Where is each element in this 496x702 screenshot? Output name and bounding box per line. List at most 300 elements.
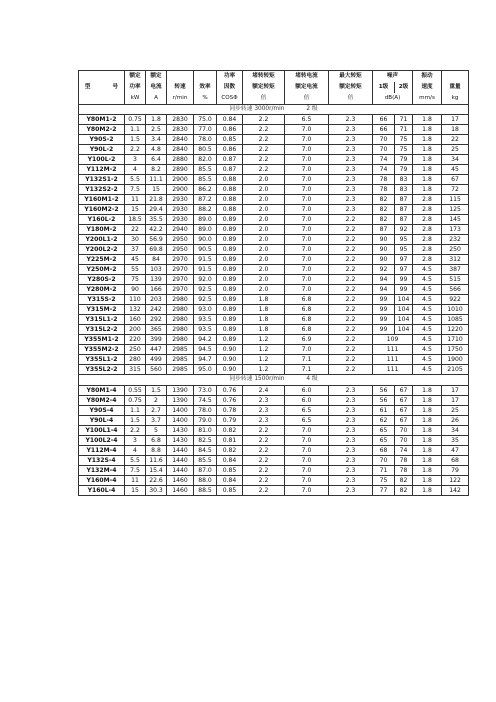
cell-noise-lv2: 104 <box>395 315 413 325</box>
cell-power: 7.5 <box>125 465 146 475</box>
cell-current: 22.6 <box>146 475 167 485</box>
cell-model: Y132S1-2 <box>79 175 125 185</box>
header-vibration-line2: 速度 <box>413 82 442 93</box>
cell-weight: 922 <box>442 295 469 305</box>
cell-weight: 566 <box>442 285 469 295</box>
cell-pf: 0.82 <box>217 445 243 455</box>
cell-lr-current: 7.0 <box>285 175 329 185</box>
cell-power: 15 <box>125 485 146 495</box>
cell-power: 5.5 <box>125 455 146 465</box>
cell-noise-lv1: 65 <box>373 425 395 435</box>
cell-lr-torque: 1.2 <box>243 365 285 375</box>
cell-model: Y315M-2 <box>79 305 125 315</box>
cell-model: Y80M2-4 <box>79 395 125 405</box>
cell-pf: 0.88 <box>217 205 243 215</box>
cell-model: Y160M2-2 <box>79 205 125 215</box>
cell-power: 18.5 <box>125 215 146 225</box>
table-header <box>79 71 469 105</box>
cell-speed: 2950 <box>167 235 194 245</box>
cell-noise-lv1: 70 <box>373 135 395 145</box>
cell-pf: 0.89 <box>217 215 243 225</box>
header-power-line1: 额定 <box>125 71 146 83</box>
cell-efficiency: 95.0 <box>194 365 217 375</box>
cell-power: 0.55 <box>125 385 146 395</box>
cell-vibration: 4.5 <box>413 305 442 315</box>
cell-weight: 25 <box>442 145 469 155</box>
cell-weight: 72 <box>442 185 469 195</box>
cell-efficiency: 75.0 <box>194 115 217 125</box>
cell-lr-current: 6.8 <box>285 305 329 315</box>
cell-noise-lv2: 67 <box>395 395 413 405</box>
cell-noise-lv1: 82 <box>373 215 395 225</box>
cell-speed: 2980 <box>167 305 194 315</box>
cell-speed: 1390 <box>167 395 194 405</box>
cell-speed: 1430 <box>167 435 194 445</box>
cell-weight: 67 <box>442 175 469 185</box>
cell-efficiency: 77.0 <box>194 125 217 135</box>
cell-pf: 0.76 <box>217 385 243 395</box>
cell-pf: 0.76 <box>217 395 243 405</box>
cell-speed: 2980 <box>167 315 194 325</box>
cell-lr-current: 7.0 <box>285 205 329 215</box>
cell-pf: 0.89 <box>217 335 243 345</box>
cell-noise-lv1: 111 <box>373 365 413 375</box>
table-row <box>79 405 469 415</box>
cell-weight: 142 <box>442 485 469 495</box>
cell-lr-torque: 2.2 <box>243 125 285 135</box>
cell-noise-lv1: 111 <box>373 355 413 365</box>
cell-power: 5.5 <box>125 175 146 185</box>
cell-lr-torque: 2.0 <box>243 245 285 255</box>
cell-vibration: 1.8 <box>413 385 442 395</box>
table-row <box>79 115 469 125</box>
cell-lr-torque: 2.2 <box>243 435 285 445</box>
cell-weight: 145 <box>442 215 469 225</box>
table-row <box>79 195 469 205</box>
cell-lr-torque: 2.2 <box>243 465 285 475</box>
cell-max-torque: 2.2 <box>329 325 373 335</box>
cell-model: Y355M1-2 <box>79 335 125 345</box>
cell-power: 220 <box>125 335 146 345</box>
cell-current: 2 <box>146 395 167 405</box>
cell-max-torque: 2.2 <box>329 315 373 325</box>
cell-current: 2.5 <box>146 125 167 135</box>
cell-current: 56.9 <box>146 235 167 245</box>
cell-current: 365 <box>146 325 167 335</box>
unit-pf: COSΦ <box>217 93 243 105</box>
cell-current: 3.4 <box>146 135 167 145</box>
header-lr-torque-line2: 额定转矩 <box>243 82 285 93</box>
cell-noise-lv1: 78 <box>373 175 395 185</box>
cell-weight: 515 <box>442 275 469 285</box>
cell-weight: 1900 <box>442 355 469 365</box>
sync-speed-label: 同步转速 1500r/min <box>229 376 285 383</box>
cell-max-torque: 2.2 <box>329 265 373 275</box>
cell-efficiency: 79.0 <box>194 415 217 425</box>
header-noise-lv2: 2级 <box>395 82 413 93</box>
cell-lr-torque: 2.2 <box>243 485 285 495</box>
cell-speed: 2900 <box>167 185 194 195</box>
cell-efficiency: 88.5 <box>194 485 217 495</box>
cell-lr-torque: 2.4 <box>243 385 285 395</box>
cell-lr-current: 7.0 <box>285 155 329 165</box>
cell-lr-torque: 2.0 <box>243 215 285 225</box>
unit-current: A <box>146 93 167 105</box>
cell-speed: 1400 <box>167 405 194 415</box>
cell-pf: 0.84 <box>217 115 243 125</box>
cell-lr-current: 7.0 <box>285 185 329 195</box>
unit-max-torque: 倍 <box>329 93 373 105</box>
cell-weight: 22 <box>442 135 469 145</box>
cell-speed: 2840 <box>167 145 194 155</box>
table-row <box>79 175 469 185</box>
header-model-text: 型 号 <box>79 82 125 93</box>
header-lr-torque-line1: 堵转转矩 <box>243 71 285 83</box>
cell-power: 45 <box>125 255 146 265</box>
cell-pf: 0.89 <box>217 245 243 255</box>
table-row <box>79 335 469 345</box>
cell-noise-lv2: 67 <box>395 385 413 395</box>
cell-vibration: 1.8 <box>413 165 442 175</box>
unit-lr-torque: 倍 <box>243 93 285 105</box>
cell-speed: 2890 <box>167 165 194 175</box>
table-body <box>79 105 469 496</box>
cell-current: 11.6 <box>146 455 167 465</box>
cell-pf: 0.87 <box>217 155 243 165</box>
cell-model: Y90L-2 <box>79 145 125 155</box>
cell-pf: 0.82 <box>217 425 243 435</box>
cell-current: 6.4 <box>146 155 167 165</box>
cell-efficiency: 89.0 <box>194 225 217 235</box>
cell-efficiency: 92.0 <box>194 275 217 285</box>
unit-model <box>79 93 125 105</box>
table-row <box>79 145 469 155</box>
cell-speed: 2980 <box>167 325 194 335</box>
table-row <box>79 415 469 425</box>
cell-max-torque: 2.2 <box>329 355 373 365</box>
cell-model: Y100L2-4 <box>79 435 125 445</box>
cell-model: Y112M-2 <box>79 165 125 175</box>
cell-noise-lv2: 87 <box>395 195 413 205</box>
cell-lr-current: 7.1 <box>285 365 329 375</box>
table-row <box>79 295 469 305</box>
cell-current: 560 <box>146 365 167 375</box>
cell-lr-current: 7.0 <box>285 455 329 465</box>
cell-pf: 0.89 <box>217 295 243 305</box>
cell-current: 5 <box>146 425 167 435</box>
cell-efficiency: 81.0 <box>194 425 217 435</box>
cell-power: 22 <box>125 225 146 235</box>
cell-power: 1.5 <box>125 135 146 145</box>
cell-speed: 2980 <box>167 335 194 345</box>
cell-weight: 34 <box>442 425 469 435</box>
cell-power: 55 <box>125 265 146 275</box>
table-row <box>79 215 469 225</box>
cell-lr-torque: 2.2 <box>243 145 285 155</box>
table-row <box>79 325 469 335</box>
table-row <box>79 465 469 475</box>
cell-model: Y80M1-2 <box>79 115 125 125</box>
cell-power: 2.2 <box>125 425 146 435</box>
cell-vibration: 1.8 <box>413 395 442 405</box>
cell-lr-current: 7.0 <box>285 345 329 355</box>
cell-weight: 387 <box>442 265 469 275</box>
cell-pf: 0.87 <box>217 165 243 175</box>
cell-lr-torque: 2.2 <box>243 445 285 455</box>
cell-max-torque: 2.3 <box>329 135 373 145</box>
cell-speed: 2970 <box>167 255 194 265</box>
cell-noise-lv2: 67 <box>395 415 413 425</box>
cell-speed: 2950 <box>167 245 194 255</box>
cell-lr-current: 7.0 <box>285 165 329 175</box>
header-weight <box>442 71 469 83</box>
pole-label: 2 级 <box>306 106 318 112</box>
table-row <box>79 155 469 165</box>
cell-efficiency: 90.5 <box>194 245 217 255</box>
cell-lr-current: 7.0 <box>285 135 329 145</box>
cell-speed: 2970 <box>167 265 194 275</box>
cell-vibration: 4.5 <box>413 325 442 335</box>
cell-current: 447 <box>146 345 167 355</box>
section-label <box>79 105 469 115</box>
cell-weight: 34 <box>442 155 469 165</box>
cell-noise-lv1: 82 <box>373 195 395 205</box>
cell-lr-current: 7.0 <box>285 445 329 455</box>
table-row <box>79 245 469 255</box>
cell-lr-torque: 2.0 <box>243 225 285 235</box>
header-lr-current-line2: 额定电流 <box>285 82 329 93</box>
cell-noise-lv2: 104 <box>395 305 413 315</box>
cell-weight: 18 <box>442 125 469 135</box>
cell-vibration: 1.8 <box>413 435 442 445</box>
cell-lr-current: 6.5 <box>285 115 329 125</box>
cell-efficiency: 90.0 <box>194 235 217 245</box>
cell-noise-lv2: 67 <box>395 405 413 415</box>
cell-noise-lv1: 56 <box>373 385 395 395</box>
cell-model: Y315L1-2 <box>79 315 125 325</box>
cell-current: 2.7 <box>146 405 167 415</box>
cell-noise-lv2: 83 <box>395 175 413 185</box>
cell-vibration: 1.8 <box>413 185 442 195</box>
cell-noise-lv1: 66 <box>373 115 395 125</box>
cell-vibration: 1.8 <box>413 445 442 455</box>
cell-efficiency: 93.5 <box>194 325 217 335</box>
cell-pf: 0.86 <box>217 125 243 135</box>
cell-noise-lv1: 70 <box>373 455 395 465</box>
cell-lr-current: 7.0 <box>285 285 329 295</box>
cell-max-torque: 2.2 <box>329 245 373 255</box>
cell-max-torque: 2.3 <box>329 125 373 135</box>
cell-pf: 0.89 <box>217 265 243 275</box>
cell-efficiency: 82.0 <box>194 155 217 165</box>
cell-speed: 1430 <box>167 425 194 435</box>
cell-noise-lv1: 90 <box>373 255 395 265</box>
cell-lr-current: 7.0 <box>285 225 329 235</box>
cell-pf: 0.85 <box>217 485 243 495</box>
cell-noise-lv1: 111 <box>373 345 413 355</box>
header-power-line2: 功率 <box>125 82 146 93</box>
cell-noise-lv1: 92 <box>373 265 395 275</box>
cell-pf: 0.89 <box>217 325 243 335</box>
cell-noise-lv2: 92 <box>395 225 413 235</box>
cell-model: Y200L1-2 <box>79 235 125 245</box>
cell-pf: 0.90 <box>217 365 243 375</box>
cell-noise-lv2: 78 <box>395 455 413 465</box>
cell-speed: 2930 <box>167 195 194 205</box>
cell-pf: 0.90 <box>217 355 243 365</box>
cell-max-torque: 2.2 <box>329 305 373 315</box>
header-speed <box>167 71 194 83</box>
cell-weight: 2105 <box>442 365 469 375</box>
unit-efficiency: % <box>194 93 217 105</box>
cell-pf: 0.85 <box>217 135 243 145</box>
cell-lr-torque: 2.0 <box>243 265 285 275</box>
cell-weight: 312 <box>442 255 469 265</box>
table-row <box>79 225 469 235</box>
cell-current: 35.5 <box>146 215 167 225</box>
cell-current: 15.4 <box>146 465 167 475</box>
cell-lr-current: 7.0 <box>285 245 329 255</box>
cell-speed: 2930 <box>167 205 194 215</box>
cell-efficiency: 92.5 <box>194 285 217 295</box>
cell-noise-lv1: 71 <box>373 465 395 475</box>
cell-speed: 2940 <box>167 225 194 235</box>
table-row <box>79 265 469 275</box>
cell-model: Y280S-2 <box>79 275 125 285</box>
cell-efficiency: 89.0 <box>194 215 217 225</box>
cell-lr-current: 7.0 <box>285 125 329 135</box>
cell-model: Y100L-2 <box>79 155 125 165</box>
cell-vibration: 4.5 <box>413 345 442 355</box>
table-row <box>79 205 469 215</box>
cell-max-torque: 2.3 <box>329 415 373 425</box>
cell-current: 499 <box>146 355 167 365</box>
cell-weight: 125 <box>442 205 469 215</box>
cell-lr-current: 6.8 <box>285 325 329 335</box>
cell-speed: 2980 <box>167 295 194 305</box>
cell-current: 1.8 <box>146 115 167 125</box>
cell-noise-lv2: 75 <box>395 135 413 145</box>
cell-max-torque: 2.3 <box>329 155 373 165</box>
header-vibration-line1: 振动 <box>413 71 442 83</box>
cell-noise-lv1: 68 <box>373 445 395 455</box>
cell-lr-torque: 2.2 <box>243 455 285 465</box>
cell-noise-lv1: 90 <box>373 235 395 245</box>
unit-vibration: mm/s <box>413 93 442 105</box>
cell-noise-lv2: 75 <box>395 145 413 155</box>
cell-lr-torque: 1.8 <box>243 295 285 305</box>
cell-noise-lv2: 97 <box>395 255 413 265</box>
cell-current: 242 <box>146 305 167 315</box>
cell-noise-lv2: 95 <box>395 235 413 245</box>
cell-pf: 0.89 <box>217 275 243 285</box>
cell-pf: 0.89 <box>217 315 243 325</box>
cell-lr-torque: 2.0 <box>243 285 285 295</box>
cell-current: 103 <box>146 265 167 275</box>
cell-weight: 35 <box>442 435 469 445</box>
cell-efficiency: 93.0 <box>194 305 217 315</box>
cell-power: 3 <box>125 435 146 445</box>
cell-noise-lv1: 94 <box>373 285 395 295</box>
cell-noise-lv2: 87 <box>395 215 413 225</box>
cell-lr-torque: 2.0 <box>243 235 285 245</box>
cell-max-torque: 2.2 <box>329 225 373 235</box>
cell-power: 11 <box>125 195 146 205</box>
cell-model: Y180M-2 <box>79 225 125 235</box>
table-row <box>79 425 469 435</box>
cell-lr-current: 7.0 <box>285 275 329 285</box>
cell-power: 1.5 <box>125 415 146 425</box>
cell-current: 15 <box>146 185 167 195</box>
header-pf-line1: 功率 <box>217 71 243 83</box>
cell-noise-lv1: 99 <box>373 325 395 335</box>
cell-speed: 2830 <box>167 125 194 135</box>
cell-speed: 1460 <box>167 485 194 495</box>
cell-speed: 2900 <box>167 175 194 185</box>
cell-efficiency: 82.5 <box>194 435 217 445</box>
table-row <box>79 135 469 145</box>
cell-lr-torque: 1.2 <box>243 335 285 345</box>
cell-max-torque: 2.3 <box>329 385 373 395</box>
cell-vibration: 1.8 <box>413 485 442 495</box>
cell-speed: 1440 <box>167 445 194 455</box>
cell-noise-lv1: 66 <box>373 125 395 135</box>
cell-noise-lv2: 70 <box>395 435 413 445</box>
cell-vibration: 1.8 <box>413 405 442 415</box>
cell-current: 42.2 <box>146 225 167 235</box>
cell-vibration: 1.8 <box>413 475 442 485</box>
cell-pf: 0.78 <box>217 405 243 415</box>
cell-pf: 0.84 <box>217 475 243 485</box>
header-model <box>79 71 125 83</box>
cell-pf: 0.84 <box>217 455 243 465</box>
cell-noise-lv1: 82 <box>373 205 395 215</box>
cell-weight: 17 <box>442 395 469 405</box>
cell-vibration: 4.5 <box>413 335 442 345</box>
cell-power: 280 <box>125 355 146 365</box>
cell-lr-torque: 2.0 <box>243 175 285 185</box>
cell-power: 4 <box>125 165 146 175</box>
cell-power: 15 <box>125 205 146 215</box>
cell-model: Y355M2-2 <box>79 345 125 355</box>
cell-efficiency: 74.5 <box>194 395 217 405</box>
cell-power: 37 <box>125 245 146 255</box>
cell-noise-lv2: 79 <box>395 155 413 165</box>
cell-current: 1.5 <box>146 385 167 395</box>
cell-vibration: 4.5 <box>413 365 442 375</box>
cell-max-torque: 2.3 <box>329 445 373 455</box>
cell-max-torque: 2.3 <box>329 195 373 205</box>
table-row <box>79 365 469 375</box>
table-row <box>79 165 469 175</box>
cell-efficiency: 85.5 <box>194 175 217 185</box>
header-lr-current-line1: 堵转电流 <box>285 71 329 83</box>
cell-lr-current: 7.0 <box>285 465 329 475</box>
cell-current: 8.2 <box>146 165 167 175</box>
cell-noise-lv1: 99 <box>373 305 395 315</box>
cell-vibration: 1.8 <box>413 145 442 155</box>
section-label <box>79 375 469 385</box>
cell-speed: 1460 <box>167 475 194 485</box>
cell-lr-current: 6.9 <box>285 335 329 345</box>
cell-vibration: 4.5 <box>413 275 442 285</box>
table-row <box>79 305 469 315</box>
cell-power: 4 <box>125 445 146 455</box>
cell-lr-current: 7.0 <box>285 485 329 495</box>
cell-vibration: 1.8 <box>413 415 442 425</box>
cell-lr-current: 7.0 <box>285 425 329 435</box>
table-row <box>79 445 469 455</box>
